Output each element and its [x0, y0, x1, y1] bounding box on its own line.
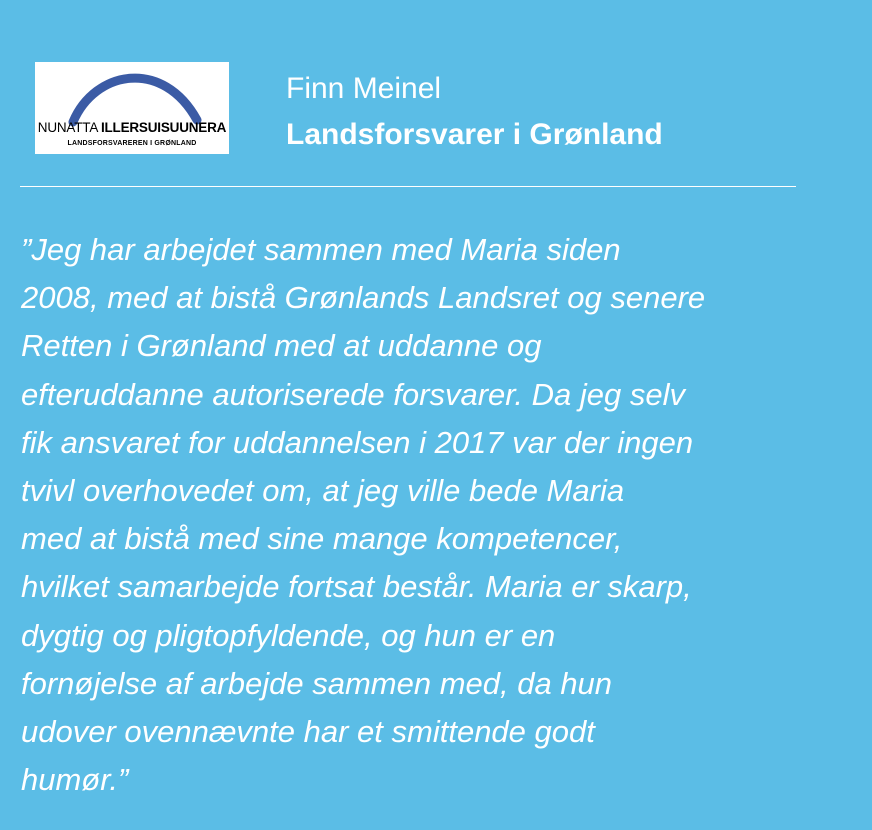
testimonial-quote: ”Jeg har arbejdet sammen med Maria siden 2008, med at bistå Grønlands Landsret og senere Retten i Grønland med at uddanne og efteruddanne autoriserede forsvarer. Da jeg selv fik ansvaret for uddannelsen i 2017 var der ingen tvivl overhovedet om, at jeg ville bede Maria med at bistå med sine mange kompetencer, hvilket samarbejde fortsat består. Maria er skarp, dygtig og pligtopfyldende, og hun er en fornøjelse af arbejde sammen med, da hun udover ovennævnte har et smittende godt humør.” [21, 232, 706, 798]
logo-wordmark-part-1: NUNATTA [37, 120, 101, 135]
logo-wordmark-part-2: ILLERSUISUUNERA [100, 120, 227, 135]
logo-subtitle: LANDSFORSVAREREN I GRØNLAND [67, 140, 197, 147]
person-title: Landsforsvarer i Grønland [286, 118, 663, 151]
organization-logo [35, 62, 229, 154]
header-divider [20, 186, 796, 187]
logo-wordmark [35, 120, 229, 135]
person-name: Finn Meinel [286, 72, 442, 105]
